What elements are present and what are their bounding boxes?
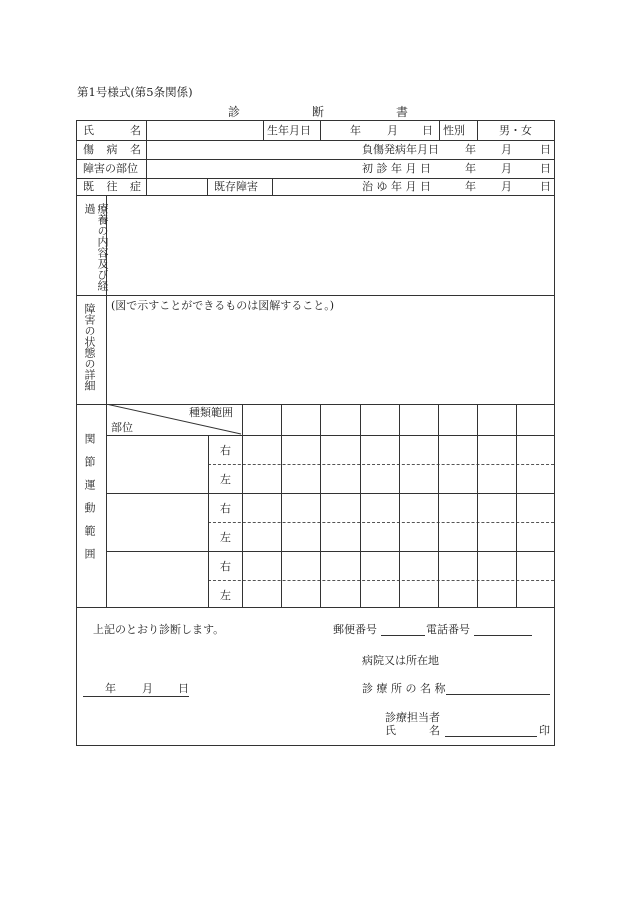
column-divider: [477, 121, 478, 140]
column-divider: [272, 178, 273, 195]
rom-column-divider: [477, 404, 478, 607]
postal-code-label: 郵便番号: [333, 623, 377, 636]
rom-column-divider: [438, 404, 439, 607]
birth-month-label: 月: [387, 124, 398, 137]
title-char: 断: [311, 105, 324, 119]
rom-column-divider: [320, 404, 321, 607]
rom-row-divider: [106, 435, 554, 436]
onset-year-label: 年: [465, 143, 476, 156]
disability-detail-label: 障害の状態の詳細: [83, 303, 96, 391]
row-divider: [77, 295, 554, 296]
row-divider: [77, 178, 554, 179]
visit-day-label: 日: [540, 162, 551, 175]
rom-column-divider: [516, 404, 517, 607]
rom-column-divider: [360, 404, 361, 607]
cure-month-label: 月: [501, 180, 512, 193]
medical-history-label: 既 往 症: [83, 180, 141, 193]
doctor-name-label: 氏 名: [385, 724, 440, 737]
visit-month-label: 月: [501, 162, 512, 175]
rom-side-divider: [208, 580, 554, 581]
side-right-label: 右: [220, 502, 231, 515]
onset-day-label: 日: [540, 143, 551, 156]
certification-statement: 上記のとおり診断します。: [93, 623, 225, 636]
column-divider: [263, 121, 264, 140]
medical-certificate-form: [76, 120, 555, 746]
row-divider: [77, 159, 554, 160]
date-year-label: 年: [105, 682, 116, 695]
rom-side-divider: [208, 522, 554, 523]
row-divider: [77, 607, 554, 608]
sex-label: 性別: [443, 124, 465, 137]
birth-year-label: 年: [350, 124, 361, 137]
side-right-label: 右: [220, 444, 231, 457]
postal-code-line[interactable]: [381, 635, 425, 636]
side-left-label: 左: [220, 531, 231, 544]
first-visit-label: 初 診 年 月 日: [362, 162, 431, 175]
column-divider: [146, 121, 147, 195]
rom-column-divider: [281, 404, 282, 607]
onset-month-label: 月: [501, 143, 512, 156]
rom-row-divider: [106, 551, 554, 552]
rom-column-divider: [208, 435, 209, 607]
cure-day-label: 日: [540, 180, 551, 193]
rom-side-divider: [208, 464, 554, 465]
treatment-course-label: 療養の内容及び経過: [83, 203, 109, 291]
side-left-label: 左: [220, 589, 231, 602]
clinic-name-label: 診 療 所 の 名 称: [362, 682, 446, 695]
birth-day-label: 日: [422, 124, 433, 137]
injury-site-label: 障害の部位: [83, 162, 138, 175]
rom-row-divider: [106, 493, 554, 494]
cure-year-label: 年: [465, 180, 476, 193]
rom-column-divider: [242, 404, 243, 607]
existing-disability-label: 既存障害: [214, 180, 258, 193]
rom-column-divider: [399, 404, 400, 607]
birth-date-label: 生年月日: [267, 124, 311, 137]
doctor-name-line[interactable]: [445, 736, 537, 737]
diagram-note: (図で示すことができるものは図解すること。): [111, 299, 335, 312]
cure-date-label: 治 ゆ 年 月 日: [362, 180, 431, 193]
onset-date-label: 負傷発病年月日: [362, 143, 439, 156]
disease-name-label: 傷 病 名: [83, 143, 141, 156]
side-right-label: 右: [220, 560, 231, 573]
seal-mark: 印: [539, 724, 550, 737]
row-divider: [77, 140, 554, 141]
type-range-header: 種類範囲: [189, 406, 233, 419]
row-divider: [77, 195, 554, 196]
date-month-label: 月: [142, 682, 153, 695]
title-char: 診: [228, 105, 241, 119]
column-divider: [320, 121, 321, 140]
sex-options[interactable]: 男・女: [499, 124, 532, 137]
hospital-address-label: 病院又は所在地: [362, 654, 439, 667]
date-day-label: 日: [178, 682, 189, 695]
phone-line[interactable]: [474, 635, 532, 636]
document-title: [228, 103, 408, 120]
date-line[interactable]: [83, 696, 189, 697]
visit-year-label: 年: [465, 162, 476, 175]
name-label: 氏 名: [83, 124, 141, 137]
column-divider: [439, 121, 440, 140]
column-divider: [207, 178, 208, 195]
doctor-in-charge-label: 診療担当者: [385, 711, 440, 724]
title-char: 書: [395, 105, 408, 119]
phone-label: 電話番号: [426, 623, 470, 636]
form-number: 第1号様式(第5条関係): [77, 85, 193, 99]
side-left-label: 左: [220, 473, 231, 486]
clinic-name-line[interactable]: [446, 694, 550, 695]
joint-rom-label: 関節運動範囲: [83, 433, 96, 571]
part-header: 部位: [111, 421, 133, 434]
